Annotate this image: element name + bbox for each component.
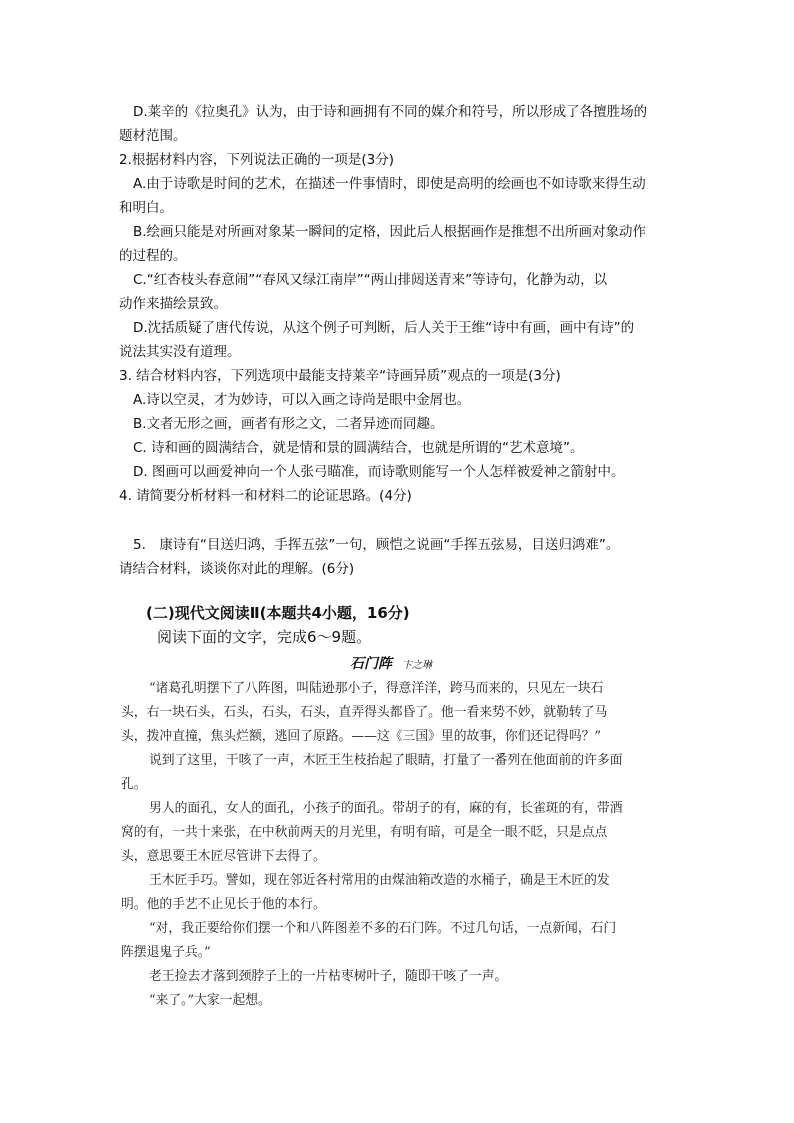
story-line: 头，意思要王木匠尽管讲下去得了。 [121,849,326,864]
q2-option-c-line-1: C.“红杏枝头春意闹”“春风又绿江南岸”“两山排闼送青来”等诗句，化静为动，以 [133,272,608,288]
story-line: 窝的有，一共十来张，在中秋前两天的月光里，有明有暗，可是全一眼不眨，只是点点 [121,825,608,840]
q3-option-c: C. 诗和画的圆满结合，就是情和景的圆满结合，也就是所谓的“艺术意境”。 [133,440,584,456]
story-line: “对，我正要给你们摆一个和八阵图差不多的石门阵。不过几句话，一点新闻，石门 [149,921,617,936]
q2-option-b-line-1: B.绘画只能是对所画对象某一瞬间的定格，因此后人根据画作是推想不出所画对象动作 [133,224,647,240]
q2-option-a-line-2: 和明白。 [119,200,173,216]
instruction: 阅读下面的文字，完成6～9题。 [157,628,372,646]
story-line: 老王捡去才落到颈脖子上的一片枯枣树叶子，随即干咳了一声。 [149,969,508,984]
story-line: 王木匠手巧。譬如，现在邻近各村常用的由煤油箱改造的水桶子，确是王木匠的发 [149,873,610,888]
story-title: 石门阵 [350,656,392,672]
q2-option-a-line-1: A.由于诗歌是时间的艺术，在描述一件事情时，即使是高明的绘画也不如诗歌来得生动 [133,176,646,192]
story-line: 头，右一块石头，石头，石头，石头，直弄得头都昏了。他一看来势不妙，就勒转了马 [121,705,608,720]
option-d-line-2: 题材范围。 [119,128,187,144]
q3-option-a: A.诗以空灵，才为妙诗，可以入画之诗尚是眼中金屑也。 [133,392,471,408]
q3-option-b: B.文者无形之画，画者有形之文，二者异迹而同趣。 [133,416,444,432]
question-5-line-2: 请结合材料，谈谈你对此的理解。(6分) [119,561,355,577]
story-line: 说到了这里，干咳了一声，木匠王生枝抬起了眼睛，打量了一番列在他面前的许多面 [149,753,623,768]
story-line: “诸葛孔明摆下了八阵图，叫陆逊那小子，得意洋洋，跨马而来的，只见左一块石 [149,681,604,696]
q2-option-b-line-2: 的过程的。 [119,248,187,264]
question-5-line-1: 5. 康诗有“目送归鸿，手挥五弦”一句，顾恺之说画“手挥五弦易，目送归鸿难”。 [133,537,620,553]
story-line: 阵摆退鬼子兵。” [121,945,211,960]
question-3: 3. 结合材料内容，下列选项中最能支持莱辛“诗画异质”观点的一项是(3分) [119,368,561,384]
question-4: 4. 请简要分析材料一和材料二的论证思路。(4分) [119,488,412,504]
story-line: “来了。”大家一起想。 [149,993,271,1008]
story-line: 孔。 [121,777,147,792]
q2-option-c-line-2: 动作来描绘景致。 [119,296,227,312]
section-title: (二)现代文阅读Ⅱ(本题共4小题，16分) [146,604,410,622]
question-2: 2.根据材料内容，下列说法正确的一项是(3分) [119,152,395,168]
story-author: 卞之琳 [402,660,432,671]
story-line: 男人的面孔，女人的面孔，小孩子的面孔。带胡子的有，麻的有，长雀斑的有，带酒 [149,801,623,816]
story-title-block [350,655,432,675]
story-line: 头，拨冲直撞，焦头烂额，逃回了原路。——这《三国》里的故事，你们还记得吗？” [121,729,602,744]
option-d-line-1: D.莱辛的《拉奥孔》认为，由于诗和画拥有不同的媒介和符号，所以形成了各擅胜场的 [133,104,648,120]
q2-option-d-line-1: D.沈括质疑了唐代传说，从这个例子可判断，后人关于王维“诗中有画，画中有诗”的 [133,320,635,336]
q3-option-d: D. 图画可以画爱神向一个人张弓瞄准，而诗歌则能写一个人怎样被爱神之箭射中。 [133,464,625,480]
story-line: 明。他的手艺不止见长于他的本行。 [121,897,326,912]
q2-option-d-line-2: 说法其实没有道理。 [119,344,241,360]
